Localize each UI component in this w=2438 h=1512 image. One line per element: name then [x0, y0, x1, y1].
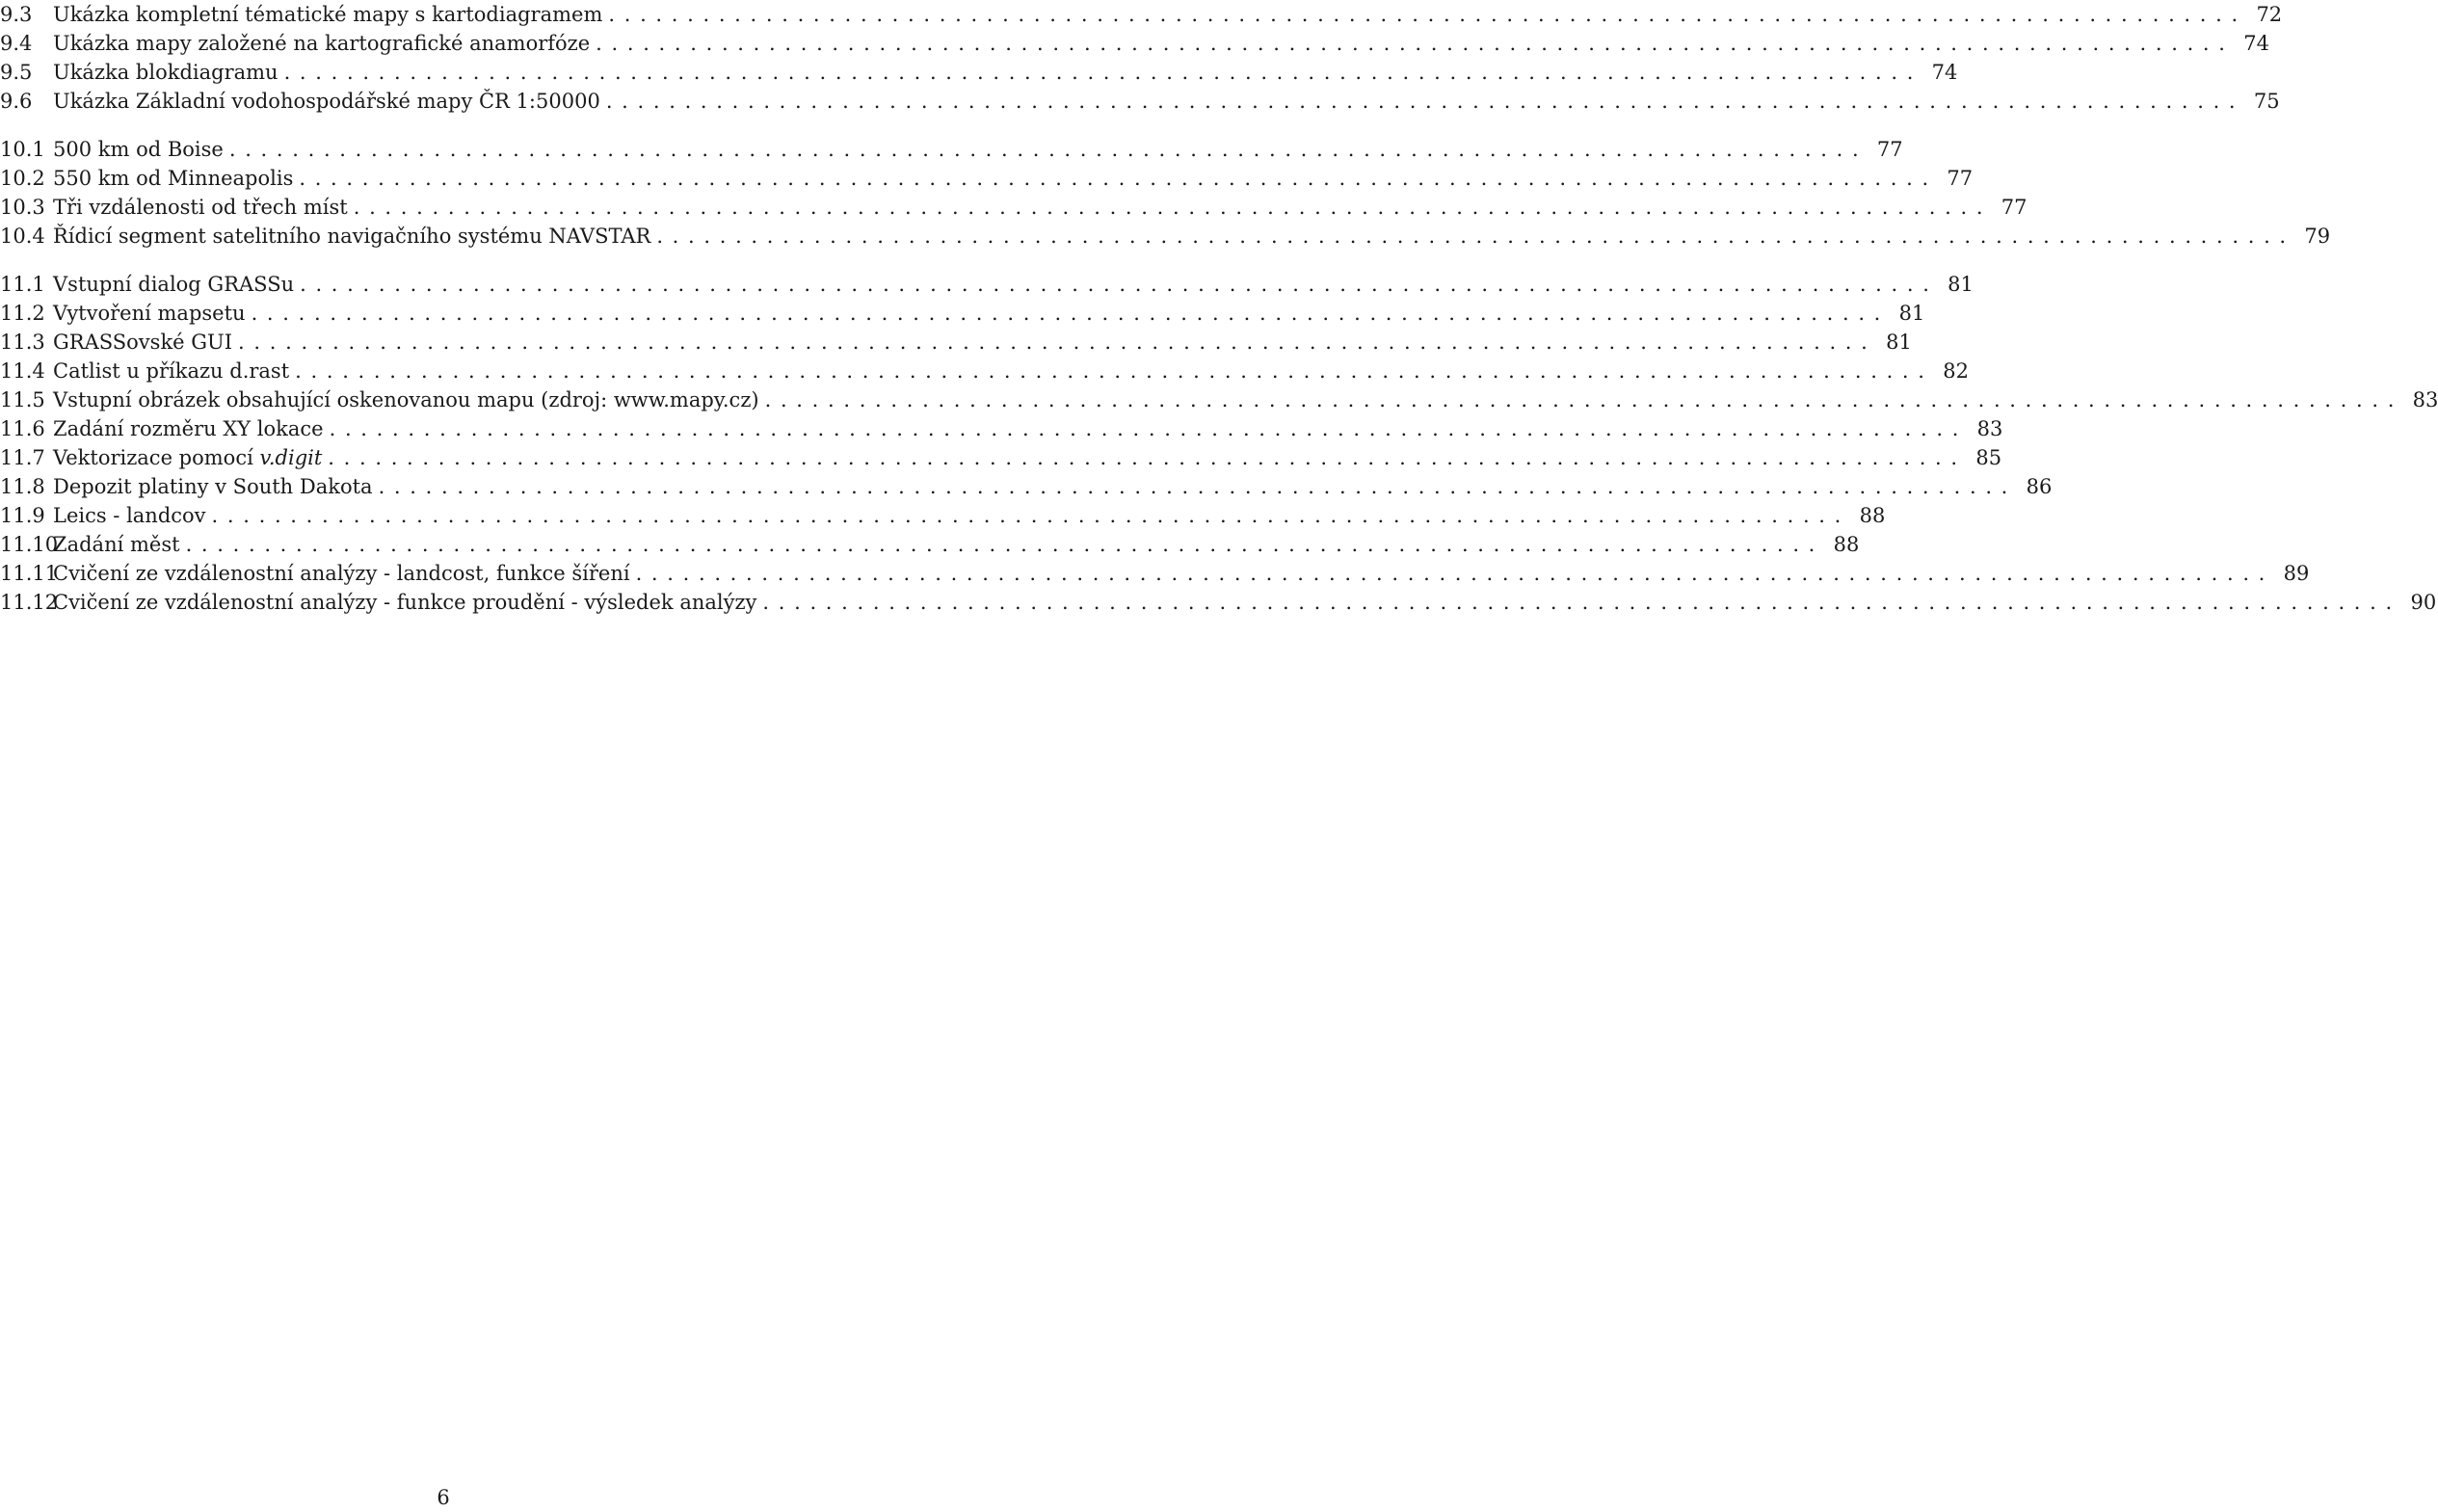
- entry-page: 82: [1943, 359, 1969, 383]
- entry-title: Zadání rozměru XY lokace: [53, 417, 324, 440]
- entry-number: 11.1: [0, 273, 45, 296]
- entry-page: 85: [1975, 446, 2002, 469]
- dot-leader: [300, 270, 1937, 299]
- entry-page: 72: [2256, 3, 2283, 26]
- entry-number: 11.8: [0, 475, 45, 498]
- dot-leader: [299, 164, 1936, 193]
- entry-page: 88: [1859, 504, 1886, 527]
- dot-leader: [295, 357, 1932, 385]
- entry-number: 9.4: [0, 32, 33, 55]
- entry-title: Ukázka mapy založené na kartografické anamorfóze: [53, 32, 591, 55]
- list-of-figures: [0, 0, 2438, 636]
- toc-entry[interactable]: [0, 164, 1974, 193]
- dot-leader: [328, 443, 1965, 472]
- entry-number: 11.2: [0, 302, 45, 325]
- entry-title: 500 km od Boise: [53, 138, 224, 161]
- toc-group-chapter-10: [0, 135, 2331, 251]
- toc-entry[interactable]: [0, 299, 1925, 328]
- page-number: 6: [437, 1486, 450, 1509]
- dot-leader: [284, 58, 1921, 87]
- entry-title: Depozit platiny v South Dakota: [53, 475, 373, 498]
- toc-entry[interactable]: [0, 443, 2002, 472]
- entry-number: 11.7: [0, 446, 45, 469]
- entry-number: 11.3: [0, 331, 45, 354]
- entry-title: Řídicí segment satelitního navigačního systému NAVSTAR: [53, 225, 651, 248]
- dot-leader: [354, 193, 1991, 222]
- entry-number: 9.3: [0, 3, 33, 26]
- entry-page: 77: [1947, 167, 1974, 190]
- toc-entry[interactable]: [0, 0, 2283, 29]
- entry-number: 9.5: [0, 61, 33, 84]
- entry-title: [53, 443, 328, 472]
- entry-page: 81: [1898, 302, 1925, 325]
- entry-title: 550 km od Minneapolis: [53, 167, 294, 190]
- entry-page: 88: [1833, 533, 1860, 556]
- entry-title: Cvičení ze vzdálenostní analýzy - funkce proudění - výsledek analýzy: [53, 591, 757, 614]
- entry-title: Leics - landcov: [53, 504, 206, 527]
- dot-leader: [186, 530, 1823, 559]
- entry-page: 74: [2243, 32, 2269, 55]
- toc-entry[interactable]: [0, 385, 2438, 414]
- entry-title: Ukázka Základní vodohospodářské mapy ČR 1:50000: [53, 90, 600, 113]
- toc-entry[interactable]: [0, 135, 1903, 164]
- entry-number: 11.10: [0, 533, 59, 556]
- entry-number: 10.2: [0, 167, 45, 190]
- entry-title-italic: v.digit: [259, 446, 323, 469]
- entry-title: Catlist u příkazu d.rast: [53, 359, 290, 383]
- toc-entry[interactable]: [0, 193, 2027, 222]
- toc-entry[interactable]: [0, 588, 2437, 617]
- entry-title: Cvičení ze vzdálenostní analýzy - landcost, funkce šíření: [53, 562, 630, 585]
- entry-page: 90: [2410, 591, 2437, 614]
- entry-number: 10.3: [0, 196, 45, 219]
- entry-page: 81: [1886, 331, 1912, 354]
- dot-leader: [229, 135, 1867, 164]
- entry-title: Tři vzdálenosti od třech míst: [53, 196, 348, 219]
- entry-page: 77: [2001, 196, 2027, 219]
- toc-entry[interactable]: [0, 270, 1974, 299]
- toc-group-chapter-11: [0, 270, 2438, 617]
- entry-title: Zadání měst: [53, 533, 180, 556]
- entry-page: 83: [2412, 388, 2438, 411]
- entry-title: Vstupní dialog GRASSu: [53, 273, 295, 296]
- entry-title: Vytvoření mapsetu: [53, 302, 246, 325]
- entry-title-text: Vektorizace pomocí: [53, 446, 260, 469]
- dot-leader: [656, 222, 2293, 251]
- dot-leader: [212, 501, 1849, 530]
- dot-leader: [379, 472, 2016, 501]
- dot-leader: [330, 414, 1967, 443]
- dot-leader: [636, 559, 2273, 588]
- entry-page: 89: [2283, 562, 2310, 585]
- entry-title: Ukázka blokdiagramu: [53, 61, 278, 84]
- toc-entry[interactable]: [0, 559, 2310, 588]
- entry-number: 11.11: [0, 562, 59, 585]
- entry-number: 10.4: [0, 225, 45, 248]
- toc-group-chapter-9: [0, 0, 2283, 116]
- dot-leader: [238, 328, 1875, 357]
- entry-number: 9.6: [0, 90, 33, 113]
- entry-number: 11.5: [0, 388, 45, 411]
- entry-title: Ukázka kompletní tématické mapy s kartodiagramem: [53, 3, 603, 26]
- entry-page: 83: [1976, 417, 2003, 440]
- dot-leader: [596, 29, 2233, 58]
- entry-number: 11.4: [0, 359, 45, 383]
- entry-number: 11.12: [0, 591, 59, 614]
- entry-page: 81: [1948, 273, 1974, 296]
- toc-entry[interactable]: [0, 501, 1886, 530]
- dot-leader: [765, 385, 2402, 414]
- entry-number: 11.6: [0, 417, 45, 440]
- toc-entry[interactable]: [0, 58, 1958, 87]
- entry-title: Vstupní obrázek obsahující oskenovanou mapu (zdroj: www.mapy.cz): [53, 388, 759, 411]
- dot-leader: [252, 299, 1889, 328]
- entry-page: 74: [1931, 61, 1958, 84]
- toc-entry[interactable]: [0, 87, 2280, 116]
- entry-number: 10.1: [0, 138, 45, 161]
- dot-leader: [762, 588, 2399, 617]
- toc-entry[interactable]: [0, 328, 1912, 357]
- entry-number: 11.9: [0, 504, 45, 527]
- dot-leader: [608, 0, 2245, 29]
- entry-page: 86: [2026, 475, 2053, 498]
- toc-entry[interactable]: [0, 357, 1969, 385]
- toc-entry[interactable]: [0, 472, 2053, 501]
- entry-page: 79: [2304, 225, 2331, 248]
- entry-page: 75: [2253, 90, 2280, 113]
- toc-entry[interactable]: [0, 530, 1860, 559]
- dot-leader: [606, 87, 2243, 116]
- entry-title: GRASSovské GUI: [53, 331, 233, 354]
- toc-entry[interactable]: [0, 222, 2331, 251]
- toc-entry[interactable]: [0, 29, 2269, 58]
- entry-page: 77: [1876, 138, 1903, 161]
- toc-entry[interactable]: [0, 414, 2003, 443]
